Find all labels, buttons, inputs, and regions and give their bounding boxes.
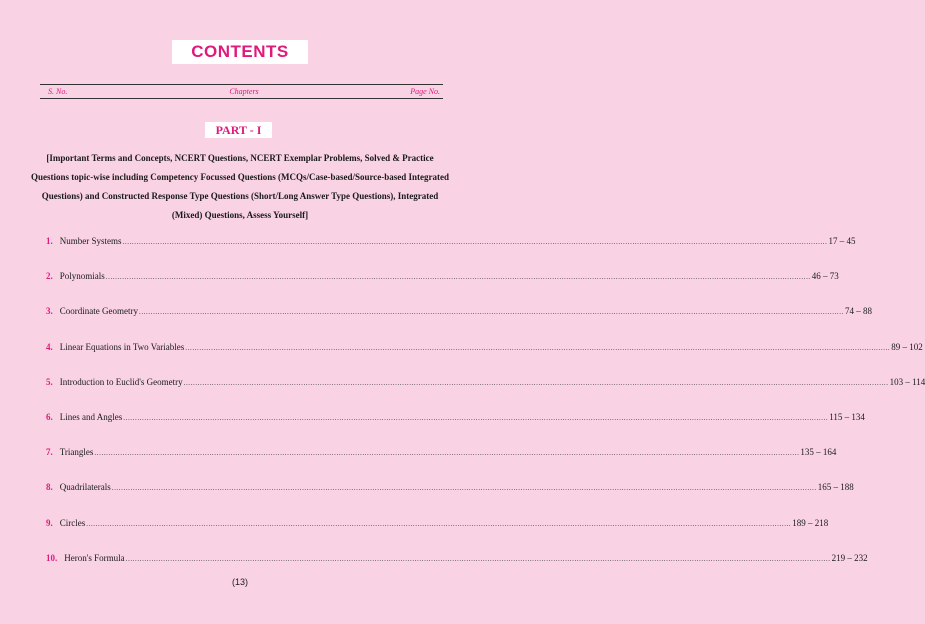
chapter-pages: 46 – 73 <box>811 271 839 282</box>
column-chapters: Chapters <box>229 87 259 96</box>
chapter-pages: 219 – 232 <box>831 552 868 563</box>
chapter-row[interactable] <box>46 271 839 283</box>
chapter-pages: 165 – 188 <box>817 482 854 493</box>
chapter-number: 10. <box>46 552 58 563</box>
chapter-title[interactable]: Linear Equations in Two Variables <box>59 341 185 352</box>
chapter-row[interactable] <box>46 412 865 424</box>
chapter-row[interactable] <box>46 376 925 389</box>
dot-leader: ............................................................................................................................................................................................................................................................................................................ <box>105 273 811 282</box>
chapter-pages: 115 – 134 <box>829 412 865 422</box>
dot-leader: ............................................................................................................................................................................................................................................................................................................ <box>86 519 792 528</box>
dot-leader: ............................................................................................................................................................................................................................................................................................................ <box>185 343 891 352</box>
column-sno: S. No. <box>48 87 68 96</box>
dot-leader: ............................................................................................................................................................................................................................................................................................................ <box>138 308 844 317</box>
chapter-title[interactable]: Polynomials <box>59 271 105 282</box>
dot-leader: ............................................................................................................................................................................................................................................................................................................ <box>123 414 829 422</box>
dot-leader: ............................................................................................................................................................................................................................................................................................................ <box>111 484 817 493</box>
page-number: (13) <box>231 577 248 587</box>
chapter-number: 2. <box>46 271 53 282</box>
chapter-row[interactable] <box>46 341 923 354</box>
chapter-number: 1. <box>46 236 53 246</box>
chapter-title[interactable]: Coordinate Geometry <box>59 306 138 317</box>
part-label-box <box>205 122 272 138</box>
chapter-number: 9. <box>46 517 53 528</box>
chapter-row[interactable] <box>46 482 854 494</box>
dot-leader: ............................................................................................................................................................................................................................................................................................................ <box>183 378 889 387</box>
header-top-rule <box>40 84 443 85</box>
chapter-pages: 17 – 45 <box>828 236 856 246</box>
contents-title-box <box>172 40 308 64</box>
part-label: PART - I <box>215 122 262 137</box>
chapter-number: 5. <box>46 376 53 387</box>
chapter-row[interactable] <box>46 236 856 248</box>
header-bottom-rule <box>40 98 443 99</box>
chapter-number: 7. <box>46 447 53 458</box>
chapter-pages: 89 – 102 <box>891 341 923 352</box>
chapter-number: 3. <box>46 306 53 317</box>
dot-leader: ............................................................................................................................................................................................................................................................................................................ <box>94 449 800 458</box>
chapter-title[interactable]: Triangles <box>59 447 94 458</box>
part-description: [Important Terms and Concepts, NCERT Questions, NCERT Exemplar Problems, Solved & Practice Questions topic-wise including Competency Focussed Questions (MCQs/Case-based/Source-based Integrated Questions) and Constructed Response Type Questions (Short/Long Answer Type Questions), Integrated (Mixed) Questions, Assess Yourself] <box>30 153 450 220</box>
column-header <box>48 86 440 98</box>
chapter-title[interactable]: Introduction to Euclid's Geometry <box>59 376 183 387</box>
chapter-title[interactable]: Circles <box>59 517 86 528</box>
chapter-row[interactable] <box>46 517 829 530</box>
chapter-title[interactable]: Quadrilaterals <box>59 482 111 493</box>
chapter-title[interactable]: Lines and Angles <box>59 412 123 422</box>
chapter-title[interactable]: Number Systems <box>59 236 122 246</box>
chapter-row[interactable] <box>46 552 868 565</box>
chapter-pages: 103 – 114 <box>889 376 925 387</box>
chapter-pages: 135 – 164 <box>800 447 837 458</box>
chapter-number: 6. <box>46 412 53 422</box>
chapter-pages: 74 – 88 <box>844 306 872 317</box>
chapter-title[interactable]: Heron's Formula <box>64 552 125 563</box>
chapter-number: 8. <box>46 482 53 493</box>
chapter-row[interactable] <box>46 447 837 459</box>
chapter-pages: 189 – 218 <box>792 517 829 528</box>
dot-leader: ............................................................................................................................................................................................................................................................................................................ <box>122 238 828 246</box>
dot-leader: ............................................................................................................................................................................................................................................................................................................ <box>125 554 831 563</box>
column-page: Page No. <box>410 87 440 96</box>
page-title: CONTENTS <box>191 42 289 61</box>
chapter-row[interactable] <box>46 306 872 318</box>
chapter-number: 4. <box>46 341 53 352</box>
